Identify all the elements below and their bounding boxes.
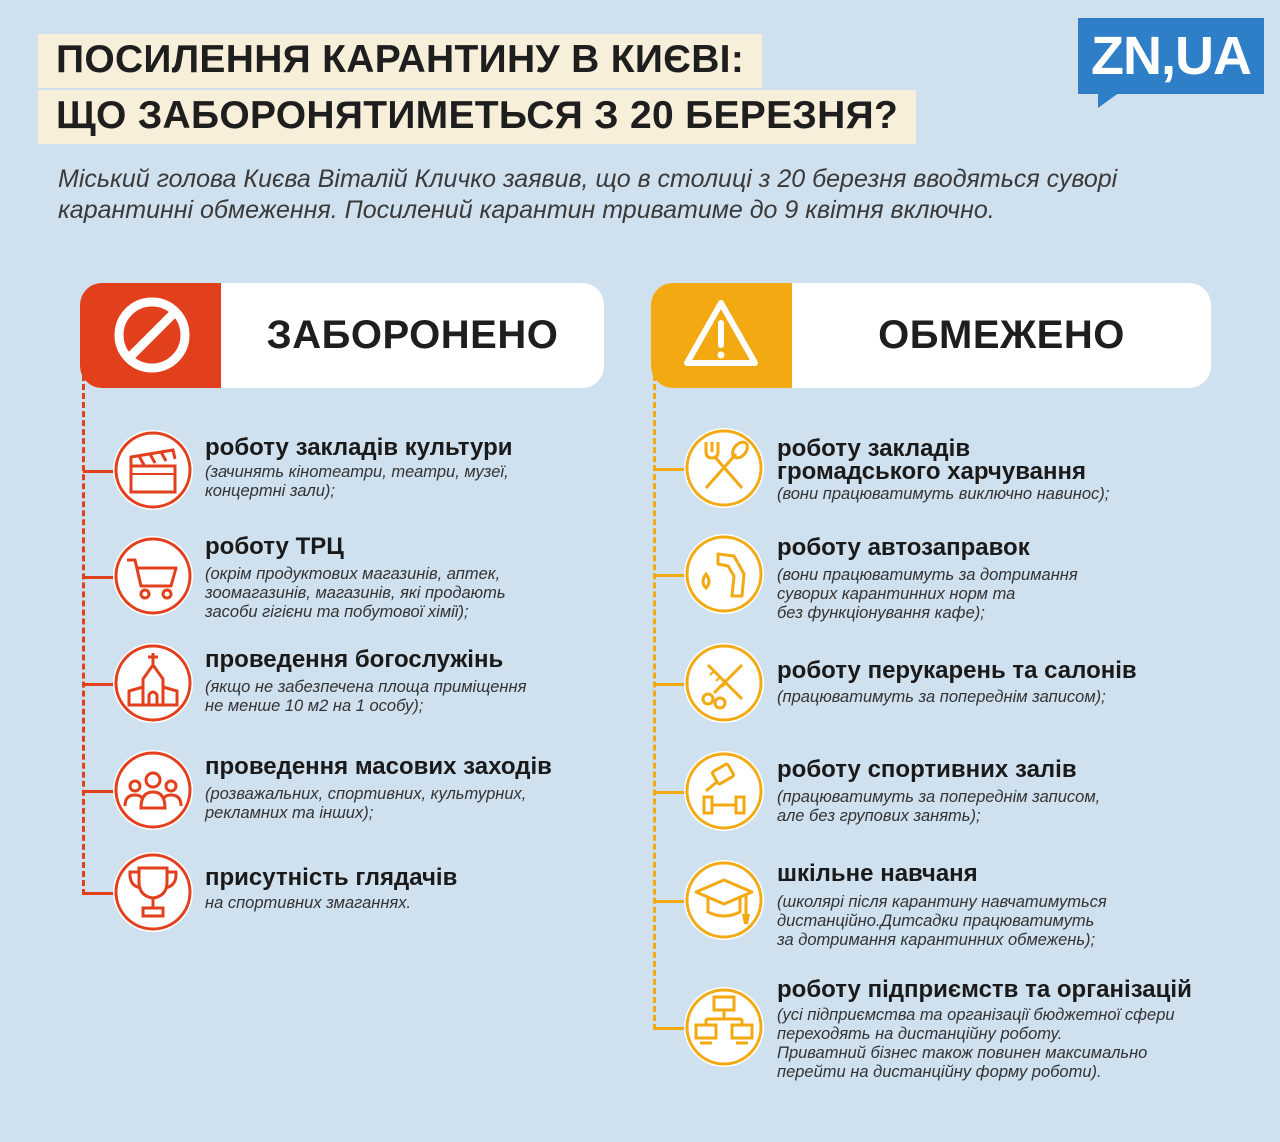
- banned-header: [80, 283, 604, 388]
- banned-item-title: проведення масових заходів: [205, 753, 552, 780]
- limited-item-title: роботу спортивних залів: [777, 756, 1077, 783]
- banned-connector-line: [82, 375, 85, 895]
- limited-item-connector: [654, 574, 688, 577]
- limited-item-desc: (вони працюватимуть за дотримання суворих карантинних норм та без функціонування кафе);: [777, 566, 1078, 622]
- limited-header: [651, 283, 1211, 388]
- banned-item-title: роботу ТРЦ: [205, 533, 344, 560]
- banned-item-title: роботу закладів культури: [205, 434, 513, 461]
- limited-item-desc: (працюватимуть за попереднім записом, але без групових занять);: [777, 788, 1101, 825]
- banned-item-connector: [83, 892, 117, 895]
- limited-item-title: шкільне навчаня: [777, 860, 978, 887]
- banned-item-connector: [83, 470, 117, 473]
- prohibited-icon: [80, 283, 221, 388]
- limited-item-connector: [654, 1027, 688, 1030]
- logo-speech-tail: [1098, 92, 1120, 108]
- dumbbell-icon: [684, 751, 764, 831]
- trophy-icon: [113, 852, 193, 932]
- limited-item-desc: (працюватимуть за попереднім записом);: [777, 688, 1106, 706]
- limited-item-title: роботу автозаправок: [777, 534, 1030, 561]
- limited-heading: ОБМЕЖЕНО: [878, 313, 1125, 357]
- limited-item-desc: (школярі після карантину навчатимуться дистанційно.Дитсадки працюватимуть за дотримання карантинних обмежень);: [777, 893, 1107, 949]
- limited-item-connector: [654, 791, 688, 794]
- banned-item-connector: [83, 683, 117, 686]
- scissors-comb-icon: [684, 643, 764, 723]
- limited-item-connector: [654, 468, 688, 471]
- church-icon: [113, 643, 193, 723]
- limited-item-title: роботу підприємств та організацій: [777, 976, 1192, 1003]
- limited-item-title: роботу перукарень та салонів: [777, 657, 1137, 684]
- title-line-2: ЩО ЗАБОРОНЯТИМЕТЬСЯ З 20 БЕРЕЗНЯ?: [38, 90, 916, 144]
- remote-network-icon: [684, 987, 764, 1067]
- clapperboard-icon: [113, 430, 193, 510]
- limited-item-desc: (вони працюватимуть виключно навинос);: [777, 485, 1110, 503]
- fork-spoon-icon: [684, 428, 764, 508]
- limited-item-desc: (усі підприємства та організації бюджетної сфери переходять на дистанційну роботу. Приватний бізнес також повинен максимально перейти на дистанційну форму роботи).: [777, 1006, 1175, 1081]
- title-line-1: ПОСИЛЕННЯ КАРАНТИНУ В КИЄВІ:: [38, 34, 762, 88]
- banned-item-desc: (окрім продуктових магазинів, аптек, зоомагазинів, магазинів, які продають засоби гігієни та побутової хімії);: [205, 565, 506, 621]
- banned-item-connector: [83, 576, 117, 579]
- crowd-icon: [113, 750, 193, 830]
- limited-item-connector: [654, 900, 688, 903]
- limited-connector-line: [653, 375, 656, 1030]
- graduation-cap-icon: [684, 860, 764, 940]
- limited-item-title: роботу закладів громадського харчування: [777, 435, 1086, 485]
- banned-heading: ЗАБОРОНЕНО: [266, 313, 559, 357]
- limited-item-connector: [654, 683, 688, 686]
- banned-item-desc: (зачинять кінотеатри, театри, музеї, концертні зали);: [205, 463, 509, 500]
- banned-item-desc: (розважальних, спортивних, культурних, рекламних та інших);: [205, 785, 527, 822]
- banned-item-title: проведення богослужінь: [205, 646, 504, 673]
- banned-item-desc: (якщо не забезпечена площа приміщення не менше 10 м2 на 1 особу);: [205, 678, 527, 715]
- subtitle: Міський голова Києва Віталій Кличко заявив, що в столиці з 20 березня вводяться суворі карантинні обмеження. Посилений карантин триватиме до 9 квітня включно.: [58, 165, 1118, 224]
- banned-item-desc: на спортивних змаганнях.: [205, 894, 412, 912]
- banned-item-title: присутність глядачів: [205, 864, 458, 891]
- banned-item-connector: [83, 790, 117, 793]
- zn-ua-logo: [1078, 18, 1264, 94]
- logo-text: ZN,UA: [1091, 26, 1251, 86]
- fuel-nozzle-icon: [684, 534, 764, 614]
- warning-icon: [651, 283, 792, 388]
- shopping-cart-icon: [113, 536, 193, 616]
